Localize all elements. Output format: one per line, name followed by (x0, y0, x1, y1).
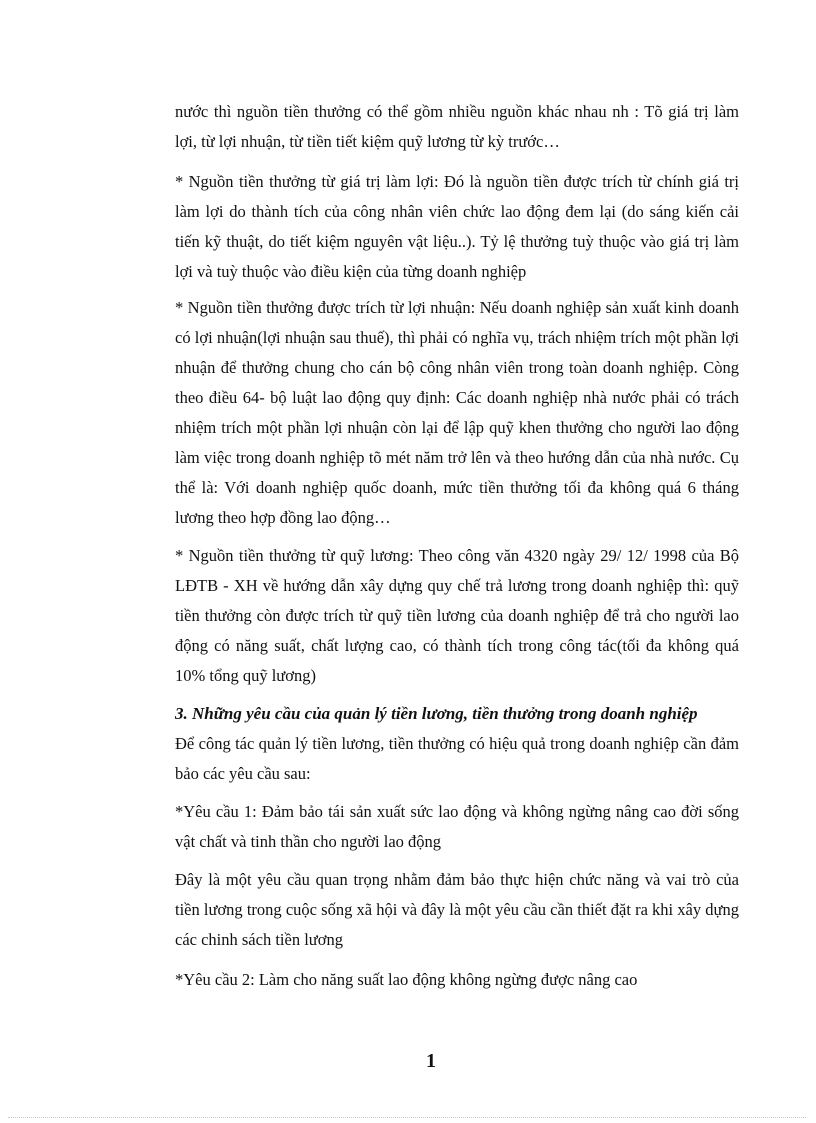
section-heading: 3. Những yêu cầu của quản lý tiền lương, tiền thưởng trong doanh nghiệp (175, 704, 698, 723)
paragraph-profit-bonus: * Nguồn tiền thưởng được trích từ lợi nhuận: Nếu doanh nghiệp sản xuất kinh doanh có lợi nhuận(lợi nhuận sau thuế), thì phải có nghĩa vụ, trách nhiệm trích một phần lợi nhuận để thưởng chung cho cán bộ công nhân viên trong toàn doanh nghiệp. Còng theo điều 64- bộ luật lao động quy định: Các doanh nghiệp nhà nước phải có trách nhiệm trích một phần lợi nhuận còn lại để lập quỹ khen thưởng cho người lao động làm việc trong doanh nghiệp tõ mét năm trở lên và theo hướng dẫn của nhà nước. Cụ thể là: Với doanh nghiệp quốc doanh, mức tiền thưởng tối đa không quá 6 tháng lương theo hợp đồng lao động… (175, 298, 739, 527)
paragraph-requirement-1: *Yêu cầu 1: Đảm bảo tái sản xuất sức lao động và không ngừng nâng cao đời sống vật chất và tinh thần cho người lao động (175, 802, 739, 851)
page-number: 1 (426, 1050, 436, 1072)
paragraph-requirement-1-explanation: Đây là một yêu cầu quan trọng nhằm đảm bảo thực hiện chức năng và vai trò của tiền lương trong cuộc sống xã hội và đây là một yêu cầu cần thiết đặt ra khi xây dựng các chinh sách tiền lương (175, 870, 739, 949)
paragraph-funding-sources: nước thì nguồn tiền thưởng có thể gồm nhiều nguồn khác nhau nh : Tõ giá trị làm lợi, từ lợi nhuận, từ tiền tiết kiệm quỹ lương từ kỳ trước… (175, 102, 739, 151)
paragraph-requirements-intro: Để công tác quản lý tiền lương, tiền thưởng có hiệu quả trong doanh nghiệp cần đảm bảo các yêu cầu sau: (175, 734, 739, 783)
paragraph-salary-fund-bonus: * Nguồn tiền thưởng từ quỹ lương: Theo công văn 4320 ngày 29/ 12/ 1998 của Bộ LĐTB - XH về hướng dẫn xây dựng quy chế trả lương trong doanh nghiệp thì: quỹ tiền thưởng còn được trích từ quỹ tiền lương của doanh nghiệp để trả cho người lao động có năng suất, chất lượng cao, có thành tích trong công tác(tối đa không quá 10% tổng quỹ lương) (175, 546, 739, 685)
paragraph-requirement-2: *Yêu cầu 2: Làm cho năng suất lao động không ngừng được nâng cao (175, 970, 638, 989)
footer-divider (8, 1117, 806, 1118)
paragraph-value-creation-bonus: * Nguồn tiền thưởng từ giá trị làm lợi: Đó là nguồn tiền được trích từ chính giá trị làm lợi do thành tích của công nhân viên chức lao động đem lại (do sáng kiến cải tiến kỹ thuật, do tiết kiệm nguyên vật liệu..). Tỷ lệ thưởng tuỳ thuộc vào giá trị làm lợi và tuỳ thuộc vào điều kiện của từng doanh nghiệp (175, 172, 739, 281)
